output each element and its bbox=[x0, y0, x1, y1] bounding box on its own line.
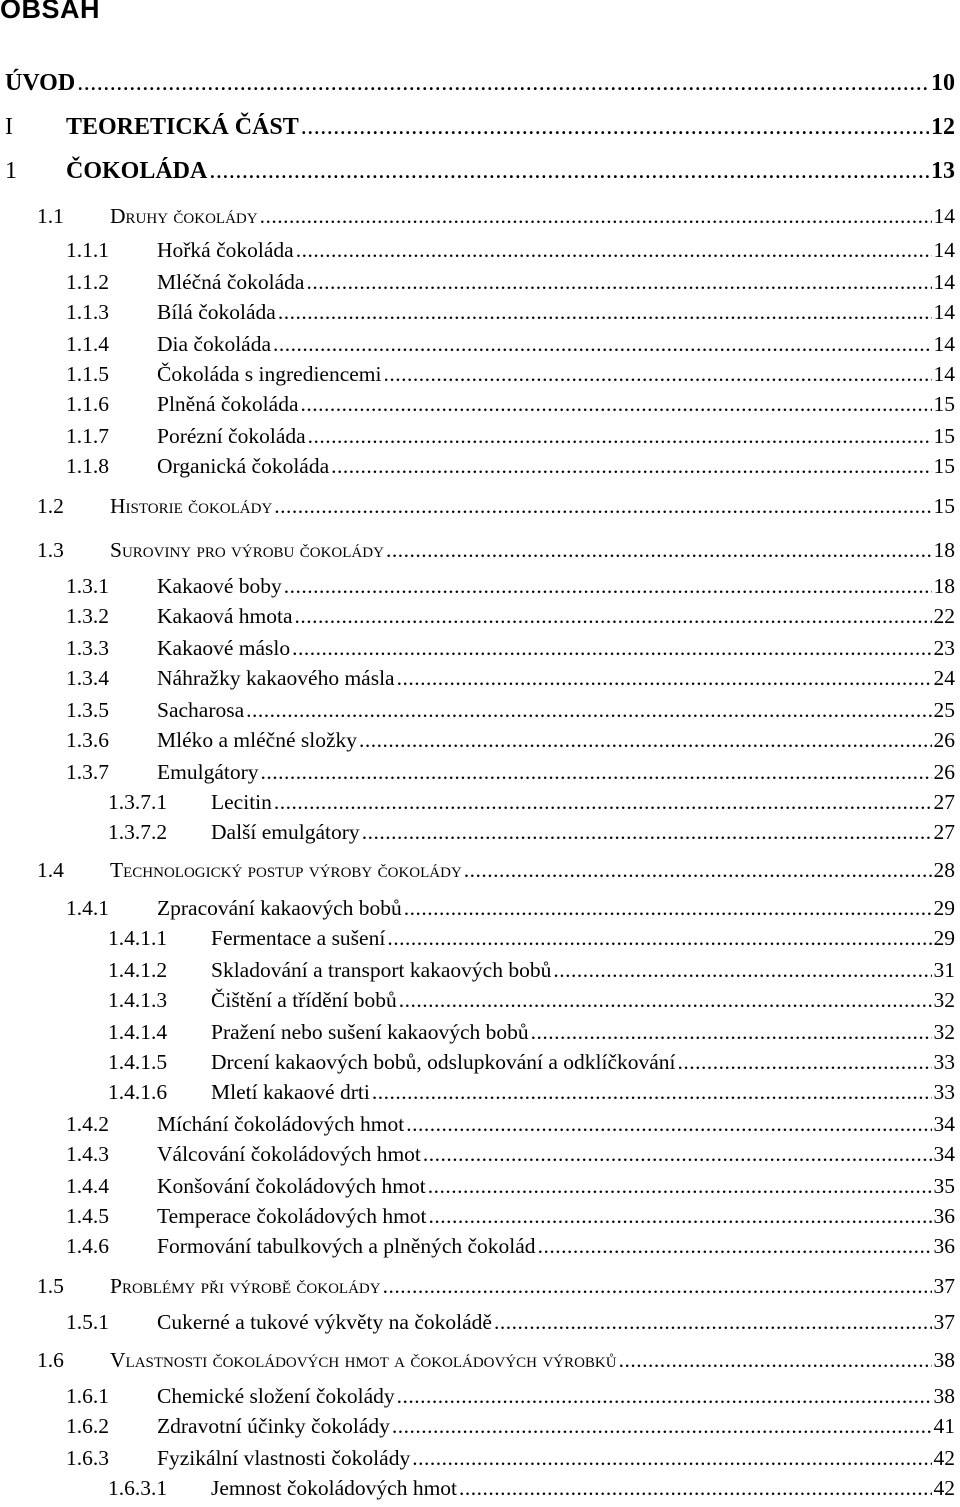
toc-entry-number: 1.1.1 bbox=[66, 238, 109, 262]
toc-entry-number: 1.4.1.3 bbox=[108, 988, 168, 1012]
toc-dot-leader bbox=[386, 538, 932, 563]
toc-entry-page: 33 bbox=[933, 1050, 955, 1074]
toc-entry-title: Mléko a mléčné složky bbox=[157, 728, 358, 752]
toc-entry-title: Formování tabulkových a plněných čokolád bbox=[157, 1234, 536, 1258]
toc-entry-page: 28 bbox=[933, 858, 955, 882]
toc-entry-page: 14 bbox=[933, 204, 955, 228]
toc-entry-page: 23 bbox=[933, 636, 955, 660]
toc-entry-page: 14 bbox=[933, 238, 955, 262]
toc-entry-title: Temperace čokoládových hmot bbox=[157, 1204, 427, 1228]
toc-dot-leader bbox=[619, 1348, 932, 1373]
toc-dot-leader bbox=[301, 392, 932, 417]
toc-entry-number: 1.4.1 bbox=[66, 896, 109, 920]
toc-entry-title: Organická čokoláda bbox=[157, 454, 330, 478]
toc-entry-title: Další emulgátory bbox=[211, 820, 360, 844]
toc-dot-leader bbox=[306, 270, 931, 295]
toc-entry[interactable] bbox=[37, 1348, 955, 1378]
toc-dot-leader bbox=[359, 728, 931, 753]
toc-dot-leader bbox=[384, 362, 932, 387]
toc-entry-title: Emulgátory bbox=[157, 760, 259, 784]
toc-entry-number: 1.1.3 bbox=[66, 300, 109, 324]
toc-entry-number: 1.4.1.6 bbox=[108, 1080, 168, 1104]
toc-entry-page: 38 bbox=[933, 1384, 955, 1408]
toc-entry-number: 1.6.2 bbox=[66, 1414, 109, 1438]
toc-entry-title: Technologický postup výroby čokolády bbox=[110, 858, 462, 882]
toc-entry[interactable] bbox=[66, 636, 955, 666]
toc-entry-page: 22 bbox=[933, 604, 955, 628]
toc-dot-leader bbox=[273, 332, 931, 357]
toc-entry[interactable] bbox=[66, 1174, 955, 1204]
toc-dot-leader bbox=[553, 958, 931, 983]
toc-entry-page: 35 bbox=[933, 1174, 955, 1198]
toc-entry-number: 1.3.7 bbox=[66, 760, 109, 784]
toc-entry[interactable] bbox=[66, 454, 955, 484]
toc-dot-leader bbox=[292, 636, 931, 661]
toc-dot-leader bbox=[494, 1310, 932, 1335]
toc-entry[interactable] bbox=[66, 1142, 955, 1172]
toc-entry-page: 25 bbox=[933, 698, 955, 722]
toc-entry-number: 1.1.2 bbox=[66, 270, 109, 294]
toc-entry-page: 34 bbox=[933, 1142, 955, 1166]
toc-entry[interactable] bbox=[66, 392, 955, 422]
toc-entry-title: Problémy při výrobě čokolády bbox=[110, 1274, 381, 1298]
toc-entry[interactable] bbox=[108, 790, 955, 820]
toc-entry-number: 1.3.7.2 bbox=[108, 820, 168, 844]
toc-entry-page: 24 bbox=[933, 666, 955, 690]
toc-entry-page: 10 bbox=[931, 70, 955, 96]
toc-entry-number: 1.3.6 bbox=[66, 728, 109, 752]
toc-entry[interactable] bbox=[66, 1384, 955, 1414]
toc-entry-page: 26 bbox=[933, 760, 955, 784]
toc-entry-title: Suroviny pro výrobu čokolády bbox=[110, 538, 384, 562]
toc-entry-title: Náhražky kakaového másla bbox=[157, 666, 395, 690]
toc-entry-page: 12 bbox=[931, 114, 955, 140]
toc-entry-page: 42 bbox=[933, 1476, 955, 1500]
toc-entry-page: 42 bbox=[933, 1446, 955, 1470]
toc-entry-page: 14 bbox=[933, 300, 955, 324]
toc-dot-leader bbox=[296, 238, 932, 263]
toc-dot-leader bbox=[423, 1142, 932, 1167]
toc-entry-number: 1.4.2 bbox=[66, 1112, 109, 1136]
toc-entry-title: Válcování čokoládových hmot bbox=[157, 1142, 421, 1166]
toc-entry-number: 1.4.1.4 bbox=[108, 1020, 168, 1044]
toc-entry[interactable] bbox=[66, 424, 955, 454]
toc-dot-leader bbox=[531, 1020, 932, 1045]
toc-entry-number: 1.1.7 bbox=[66, 424, 109, 448]
toc-entry[interactable] bbox=[66, 1414, 955, 1444]
toc-entry-title: Hořká čokoláda bbox=[157, 238, 294, 262]
toc-entry[interactable] bbox=[66, 270, 955, 300]
toc-entry-number: 1.4.1.1 bbox=[108, 926, 168, 950]
toc-entry-title: Skladování a transport kakaových bobů bbox=[211, 958, 552, 982]
toc-entry-page: 18 bbox=[933, 538, 955, 562]
toc-dot-leader bbox=[464, 858, 932, 883]
toc-entry-title: Míchání čokoládových hmot bbox=[157, 1112, 405, 1136]
toc-entry-number: 1.1 bbox=[37, 204, 64, 228]
toc-entry-page: 29 bbox=[933, 896, 955, 920]
toc-entry-number: 1.6.1 bbox=[66, 1384, 109, 1408]
toc-dot-leader bbox=[399, 988, 932, 1013]
toc-entry-number: 1.1.4 bbox=[66, 332, 109, 356]
toc-entry[interactable] bbox=[108, 1476, 955, 1506]
toc-entry[interactable] bbox=[66, 362, 955, 392]
toc-entry-title: Zpracování kakaových bobů bbox=[157, 896, 402, 920]
toc-entry-page: 26 bbox=[933, 728, 955, 752]
toc-entry-number: 1.3 bbox=[37, 538, 64, 562]
toc-entry-number: 1.6 bbox=[37, 1348, 64, 1372]
toc-dot-leader bbox=[209, 158, 929, 185]
toc-dot-leader bbox=[301, 114, 929, 141]
toc-entry-number: 1.4.6 bbox=[66, 1234, 109, 1258]
toc-entry-page: 36 bbox=[933, 1204, 955, 1228]
toc-entry-title: TEORETICKÁ ČÁST bbox=[66, 114, 299, 140]
toc-entry-title: Zdravotní účinky čokolády bbox=[157, 1414, 390, 1438]
toc-entry-title: Plněná čokoláda bbox=[157, 392, 299, 416]
toc-entry-page: 32 bbox=[933, 988, 955, 1012]
toc-entry-number: 1.3.5 bbox=[66, 698, 109, 722]
toc-entry-page: 34 bbox=[933, 1112, 955, 1136]
toc-entry-title: Kakaové máslo bbox=[157, 636, 291, 660]
toc-entry-title: ČOKOLÁDA bbox=[66, 158, 208, 184]
toc-dot-leader bbox=[284, 574, 932, 599]
toc-entry-title: Čokoláda s ingrediencemi bbox=[157, 362, 382, 386]
toc-entry-page: 15 bbox=[933, 392, 955, 416]
toc-entry[interactable] bbox=[66, 1234, 955, 1264]
toc-entry-title: Kakaové boby bbox=[157, 574, 282, 598]
toc-dot-leader bbox=[308, 424, 932, 449]
toc-entry-title: Konšování čokoládových hmot bbox=[157, 1174, 426, 1198]
toc-entry-title: Drcení kakaových bobů, odslupkování a odklíčkování bbox=[211, 1050, 676, 1074]
toc-dot-leader bbox=[387, 926, 931, 951]
toc-dot-leader bbox=[274, 494, 931, 519]
toc-entry-page: 14 bbox=[933, 270, 955, 294]
toc-entry-number: 1.4.5 bbox=[66, 1204, 109, 1228]
toc-entry[interactable] bbox=[66, 1204, 955, 1234]
toc-entry-page: 14 bbox=[933, 332, 955, 356]
toc-dot-leader bbox=[261, 760, 932, 785]
toc-dot-leader bbox=[397, 1384, 932, 1409]
toc-entry-page: 13 bbox=[931, 158, 955, 184]
toc-entry-page: 33 bbox=[933, 1080, 955, 1104]
toc-entry-page: 37 bbox=[933, 1274, 955, 1298]
toc-dot-leader bbox=[428, 1174, 932, 1199]
toc-entry[interactable] bbox=[5, 70, 955, 100]
toc-entry[interactable] bbox=[66, 300, 955, 330]
toc-entry-number: 1.4.3 bbox=[66, 1142, 109, 1166]
toc-entry-number: 1.6.3.1 bbox=[108, 1476, 168, 1500]
toc-entry-number: 1.4.1.2 bbox=[108, 958, 168, 982]
toc-dot-leader bbox=[392, 1414, 932, 1439]
toc-dot-leader bbox=[383, 1274, 932, 1299]
toc-entry[interactable] bbox=[5, 114, 955, 144]
toc-entry[interactable] bbox=[66, 1310, 955, 1340]
toc-entry[interactable] bbox=[66, 332, 955, 362]
toc-entry-number: 1.4.4 bbox=[66, 1174, 109, 1198]
toc-entry-title: Historie čokolády bbox=[110, 494, 273, 518]
toc-entry[interactable] bbox=[108, 1020, 955, 1050]
toc-entry[interactable] bbox=[66, 1112, 955, 1142]
toc-dot-leader bbox=[459, 1476, 931, 1501]
toc-entry[interactable] bbox=[66, 604, 955, 634]
toc-entry-page: 27 bbox=[933, 790, 955, 814]
toc-entry-page: 41 bbox=[933, 1414, 955, 1438]
toc-entry-page: 14 bbox=[933, 362, 955, 386]
toc-dot-leader bbox=[397, 666, 932, 691]
toc-entry-title: Pražení nebo sušení kakaových bobů bbox=[211, 1020, 529, 1044]
toc-dot-leader bbox=[372, 1080, 932, 1105]
toc-entry-title: ÚVOD bbox=[5, 70, 76, 96]
toc-entry-page: 32 bbox=[933, 1020, 955, 1044]
toc-entry-number: 1.3.7.1 bbox=[108, 790, 168, 814]
toc-entry-page: 27 bbox=[933, 820, 955, 844]
toc-entry[interactable] bbox=[66, 698, 955, 728]
toc-entry[interactable] bbox=[66, 574, 955, 604]
toc-entry[interactable] bbox=[108, 1080, 955, 1110]
toc-entry-page: 31 bbox=[933, 958, 955, 982]
toc-entry[interactable] bbox=[108, 988, 955, 1018]
toc-entry-title: Bílá čokoláda bbox=[157, 300, 276, 324]
toc-dot-leader bbox=[538, 1234, 932, 1259]
toc-dot-leader bbox=[77, 70, 929, 97]
toc-entry[interactable] bbox=[5, 158, 955, 188]
toc-entry-number: 1 bbox=[5, 158, 17, 184]
toc-entry[interactable] bbox=[37, 204, 955, 234]
toc-entry-number: 1.3.4 bbox=[66, 666, 109, 690]
toc-entry-page: 29 bbox=[933, 926, 955, 950]
toc-entry[interactable] bbox=[108, 820, 955, 850]
toc-entry[interactable] bbox=[37, 858, 955, 888]
toc-entry-title: Sacharosa bbox=[157, 698, 245, 722]
toc-heading: OBSAH bbox=[0, 0, 101, 24]
toc-entry-page: 15 bbox=[933, 454, 955, 478]
toc-entry-number: 1.3.1 bbox=[66, 574, 109, 598]
toc-entry-page: 36 bbox=[933, 1234, 955, 1258]
toc-entry-page: 15 bbox=[933, 424, 955, 448]
toc-entry-title: Chemické složení čokolády bbox=[157, 1384, 395, 1408]
toc-entry-page: 37 bbox=[933, 1310, 955, 1334]
toc-dot-leader bbox=[678, 1050, 932, 1075]
toc-entry-title: Fyzikální vlastnosti čokolády bbox=[157, 1446, 411, 1470]
toc-dot-leader bbox=[406, 1112, 931, 1137]
toc-dot-leader bbox=[260, 204, 932, 229]
toc-entry-page: 38 bbox=[933, 1348, 955, 1372]
toc-entry[interactable] bbox=[66, 728, 955, 758]
toc-entry-title: Druhy čokolády bbox=[110, 204, 258, 228]
toc-entry[interactable] bbox=[108, 926, 955, 956]
toc-dot-leader bbox=[278, 300, 932, 325]
toc-entry-title: Mletí kakaové drti bbox=[211, 1080, 370, 1104]
toc-entry-title: Jemnost čokoládových hmot bbox=[211, 1476, 458, 1500]
toc-entry[interactable] bbox=[37, 494, 955, 524]
toc-dot-leader bbox=[362, 820, 932, 845]
toc-entry-page: 15 bbox=[933, 494, 955, 518]
toc-dot-leader bbox=[295, 604, 932, 629]
toc-entry-number: 1.4 bbox=[37, 858, 64, 882]
toc-entry[interactable] bbox=[66, 1446, 955, 1476]
toc-entry-number: 1.4.1.5 bbox=[108, 1050, 168, 1074]
toc-entry-title: Porézní čokoláda bbox=[157, 424, 306, 448]
toc-entry[interactable] bbox=[108, 1050, 955, 1080]
toc-entry-number: 1.2 bbox=[37, 494, 64, 518]
toc-entry-title: Lecitin bbox=[211, 790, 272, 814]
toc-entry-number: 1.1.5 bbox=[66, 362, 109, 386]
toc-entry-title: Cukerné a tukové výkvěty na čokoládě bbox=[157, 1310, 492, 1334]
toc-dot-leader bbox=[429, 1204, 932, 1229]
toc-entry-page: 18 bbox=[933, 574, 955, 598]
toc-entry-number: 1.1.6 bbox=[66, 392, 109, 416]
toc-entry-number: 1.3.2 bbox=[66, 604, 109, 628]
toc-entry[interactable] bbox=[37, 538, 955, 568]
toc-entry-number: 1.5.1 bbox=[66, 1310, 109, 1334]
toc-entry[interactable] bbox=[66, 666, 955, 696]
toc-entry[interactable] bbox=[108, 958, 955, 988]
toc-entry[interactable] bbox=[37, 1274, 955, 1304]
toc-entry-number: 1.1.8 bbox=[66, 454, 109, 478]
toc-entry[interactable] bbox=[66, 238, 955, 268]
toc-entry-number: 1.3.3 bbox=[66, 636, 109, 660]
toc-dot-leader bbox=[412, 1446, 931, 1471]
toc-dot-leader bbox=[274, 790, 932, 815]
toc-dot-leader bbox=[404, 896, 932, 921]
toc-entry-title: Kakaová hmota bbox=[157, 604, 293, 628]
toc-entry[interactable] bbox=[66, 760, 955, 790]
toc-dot-leader bbox=[331, 454, 931, 479]
toc-entry-title: Dia čokoláda bbox=[157, 332, 272, 356]
toc-entry[interactable] bbox=[66, 896, 955, 926]
toc-entry-number: 1.6.3 bbox=[66, 1446, 109, 1470]
toc-entry-title: Fermentace a sušení bbox=[211, 926, 386, 950]
toc-entry-number: 1.5 bbox=[37, 1274, 64, 1298]
toc-entry-title: Vlastnosti čokoládových hmot a čokoládových výrobků bbox=[110, 1348, 617, 1372]
toc-entry-number: I bbox=[5, 114, 13, 140]
toc-entry-title: Čištění a třídění bobů bbox=[211, 988, 397, 1012]
toc-entry-title: Mléčná čokoláda bbox=[157, 270, 305, 294]
toc-dot-leader bbox=[246, 698, 931, 723]
